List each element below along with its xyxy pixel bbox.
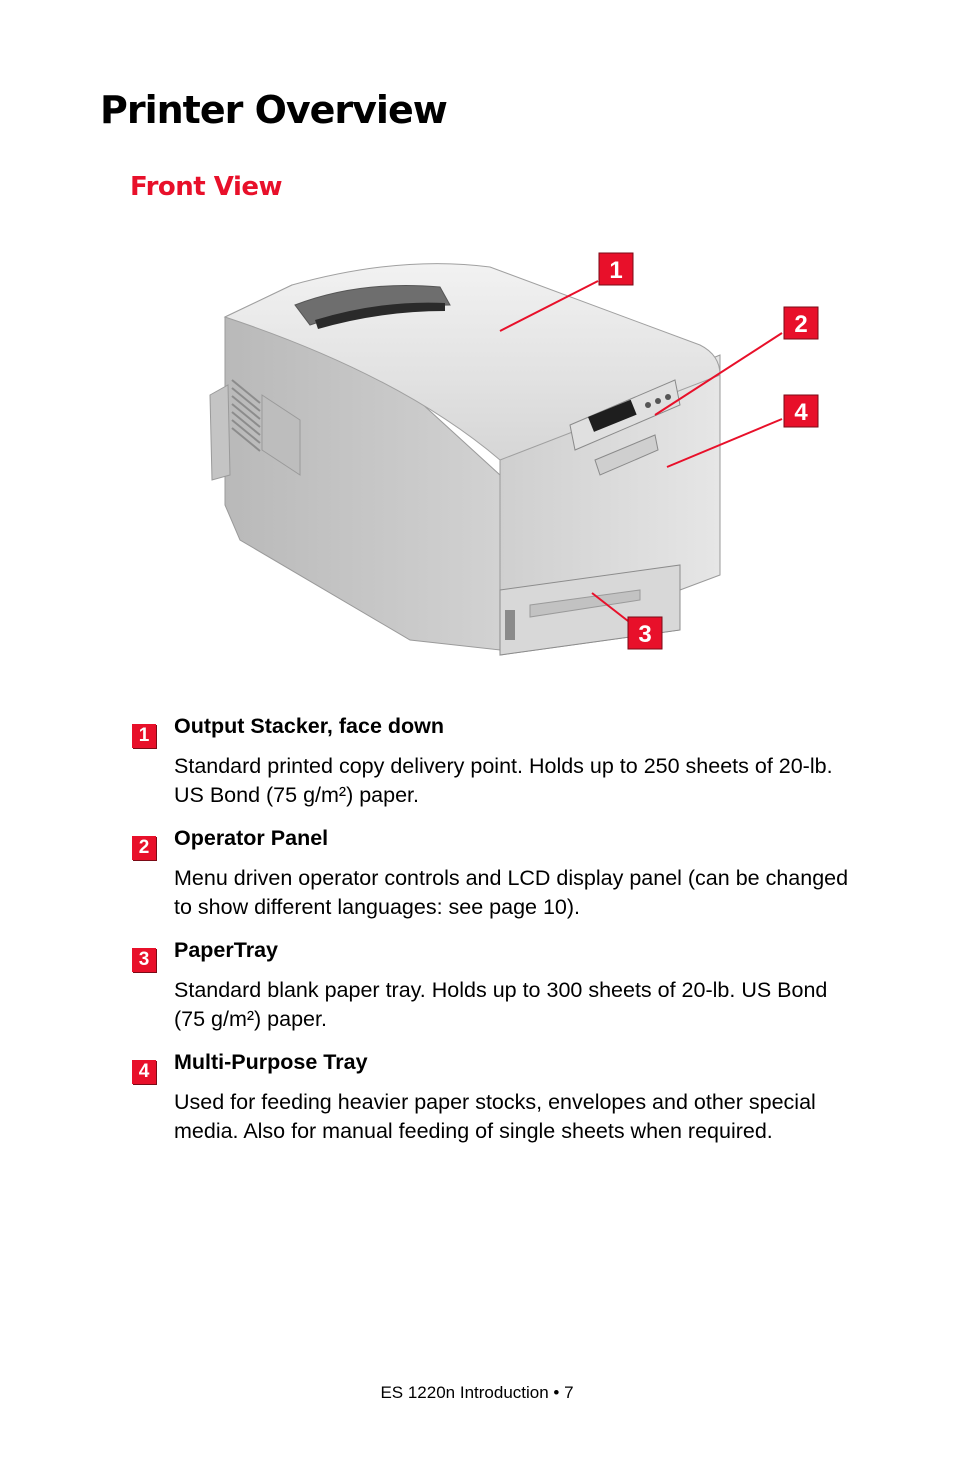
callout-2 (784, 307, 818, 339)
svg-text:2: 2 (794, 311, 808, 338)
page-footer: ES 1220n Introduction • 7 (380, 1383, 574, 1402)
component-item-paper-tray (130, 936, 860, 1034)
component-description: Used for feeding heavier paper stocks, envelopes and other special media. Also for manual feeding of single sheets when required. (174, 1090, 816, 1143)
component-title: Multi-Purpose Tray (174, 1050, 368, 1074)
component-title: Output Stacker, face down (174, 714, 444, 738)
section-title: Front View (130, 172, 283, 202)
svg-text:4: 4 (794, 399, 808, 426)
printer-illustration (200, 245, 830, 665)
component-description: Standard blank paper tray. Holds up to 300 sheets of 20-lb. US Bond (75 g/m²) paper. (174, 978, 828, 1031)
component-item-output-stacker (130, 712, 860, 810)
component-item-operator-panel (130, 824, 860, 922)
number-badge: 2 (132, 836, 156, 860)
component-title: PaperTray (174, 938, 278, 962)
component-title: Operator Panel (174, 826, 329, 850)
component-list (130, 712, 860, 1160)
page-title: Printer Overview (100, 88, 447, 132)
number-badge: 3 (132, 948, 156, 972)
component-item-multipurpose-tray (130, 1048, 860, 1146)
callout-4 (784, 395, 818, 427)
svg-text:1: 1 (609, 257, 623, 284)
callout-3 (628, 617, 662, 649)
svg-text:3: 3 (638, 621, 652, 648)
printer-side-bump (210, 385, 230, 480)
component-description: Standard printed copy delivery point. Holds up to 250 sheets of 20-lb. US Bond (75 g/m²) paper. (174, 754, 833, 807)
number-badge: 1 (132, 724, 156, 748)
component-description: Menu driven operator controls and LCD display panel (can be changed to show different languages: see page 10). (174, 866, 849, 919)
callout-1 (599, 253, 633, 285)
number-badge: 4 (132, 1060, 156, 1084)
printer-front-view-figure (200, 245, 830, 665)
